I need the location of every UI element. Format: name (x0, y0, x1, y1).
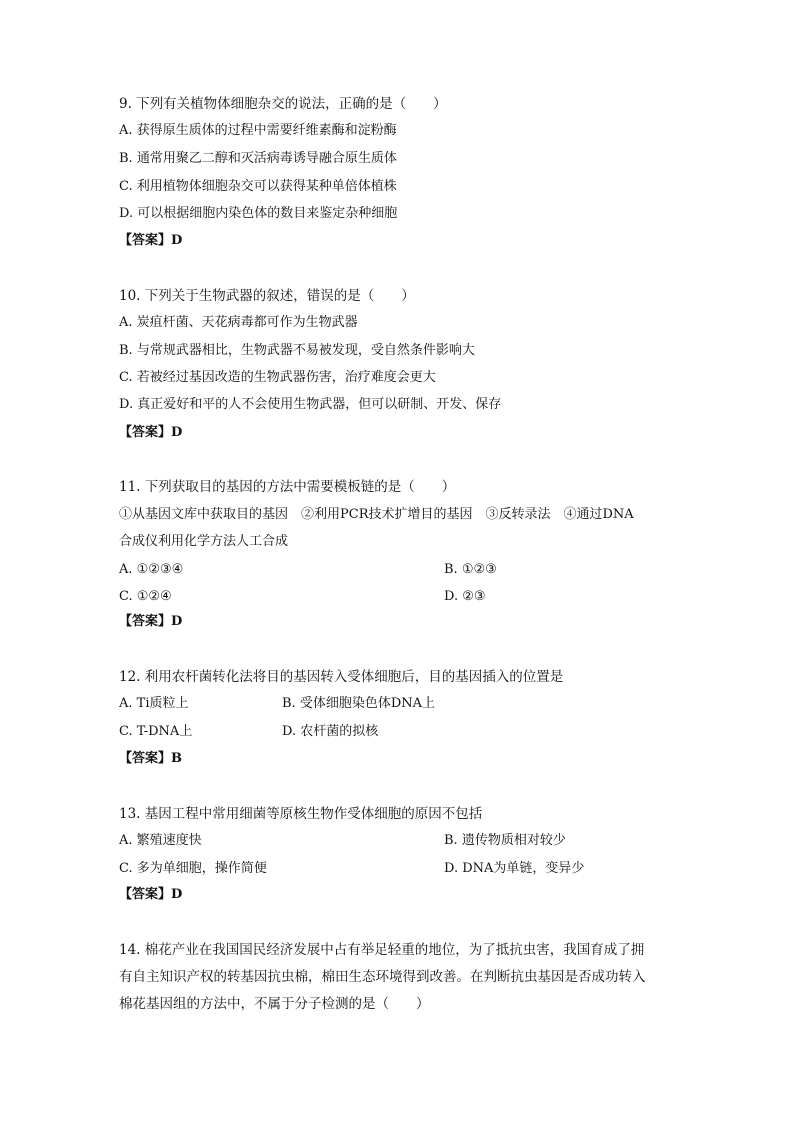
question-13-option-d: D. DNA为单链，变异少 (444, 861, 585, 876)
question-9-answer: 【答案】D (119, 233, 183, 248)
question-12-option-b: B. 受体细胞染色体DNA上 (282, 696, 436, 711)
question-11-stem-line-2: 合成仪利用化学方法人工合成 (119, 534, 289, 549)
question-11-option-d: D. ②③ (444, 589, 486, 604)
question-14-stem-line-2: 有自主知识产权的转基因抗虫棉，棉田生态环境得到改善。在判断抗虫基因是否成功转入 (119, 969, 646, 985)
question-11-option-c: C. ①②④ (119, 589, 172, 604)
question-11-option-a: A. ①②③④ (119, 562, 184, 577)
question-9-option-c: C. 利用植物体细胞杂交可以获得某种单倍体植株 (119, 179, 397, 194)
question-10-option-a: A. 炭疽杆菌、天花病毒都可作为生物武器 (119, 315, 358, 330)
question-10-option-b: B. 与常规武器相比，生物武器不易被发现，受自然条件影响大 (119, 343, 475, 358)
question-14-stem-line-1: 14. 棉花产业在我国国民经济发展中占有举足轻重的地位，为了抵抗虫害，我国育成了拥 (119, 942, 645, 958)
question-13-option-a: A. 繁殖速度快 (119, 833, 202, 848)
question-11-answer: 【答案】D (119, 614, 183, 629)
question-9-option-b: B. 通常用聚乙二醇和灭活病毒诱导融合原生质体 (119, 151, 397, 166)
question-13-answer: 【答案】D (119, 887, 183, 902)
question-12-option-c: C. T-DNA上 (119, 724, 193, 739)
question-9-option-d: D. 可以根据细胞内染色体的数目来鉴定杂种细胞 (119, 206, 398, 221)
question-11-stem: 11. 下列获取目的基因的方法中需要模板链的是（ ） (119, 479, 456, 495)
question-9-option-a: A. 获得原生质体的过程中需要纤维素酶和淀粉酶 (119, 123, 397, 138)
question-10-option-d: D. 真正爱好和平的人不会使用生物武器，但可以研制、开发、保存 (119, 397, 502, 412)
question-13-option-b: B. 遗传物质相对较少 (444, 833, 566, 848)
question-10-stem: 10. 下列关于生物武器的叙述，错误的是（ ） (119, 288, 415, 304)
question-13-option-c: C. 多为单细胞，操作简便 (119, 861, 267, 876)
question-10-answer: 【答案】D (119, 425, 183, 440)
question-11-option-b: B. ①②③ (444, 562, 497, 577)
question-11-stem-line-1: ①从基因文库中获取目的基因 ②利用PCR技术扩增目的基因 ③反转录法 ④通过DNA (119, 507, 634, 522)
question-12-option-d: D. 农杆菌的拟核 (282, 724, 379, 739)
question-10-option-c: C. 若被经过基因改造的生物武器伤害，治疗难度会更大 (119, 370, 436, 385)
question-9-stem: 9. 下列有关植物体细胞杂交的说法，正确的是（ ） (119, 96, 447, 112)
question-14-stem-line-3: 棉花基因组的方法中，不属于分子检测的是（ ） (119, 996, 430, 1012)
question-12-answer: 【答案】B (119, 751, 182, 766)
question-12-option-a: A. Ti质粒上 (119, 696, 189, 711)
question-13-stem: 13. 基因工程中常用细菌等原核生物作受体细胞的原因不包括 (119, 806, 483, 822)
question-12-stem: 12. 利用农杆菌转化法将目的基因转入受体细胞后，目的基因插入的位置是 (119, 669, 564, 685)
